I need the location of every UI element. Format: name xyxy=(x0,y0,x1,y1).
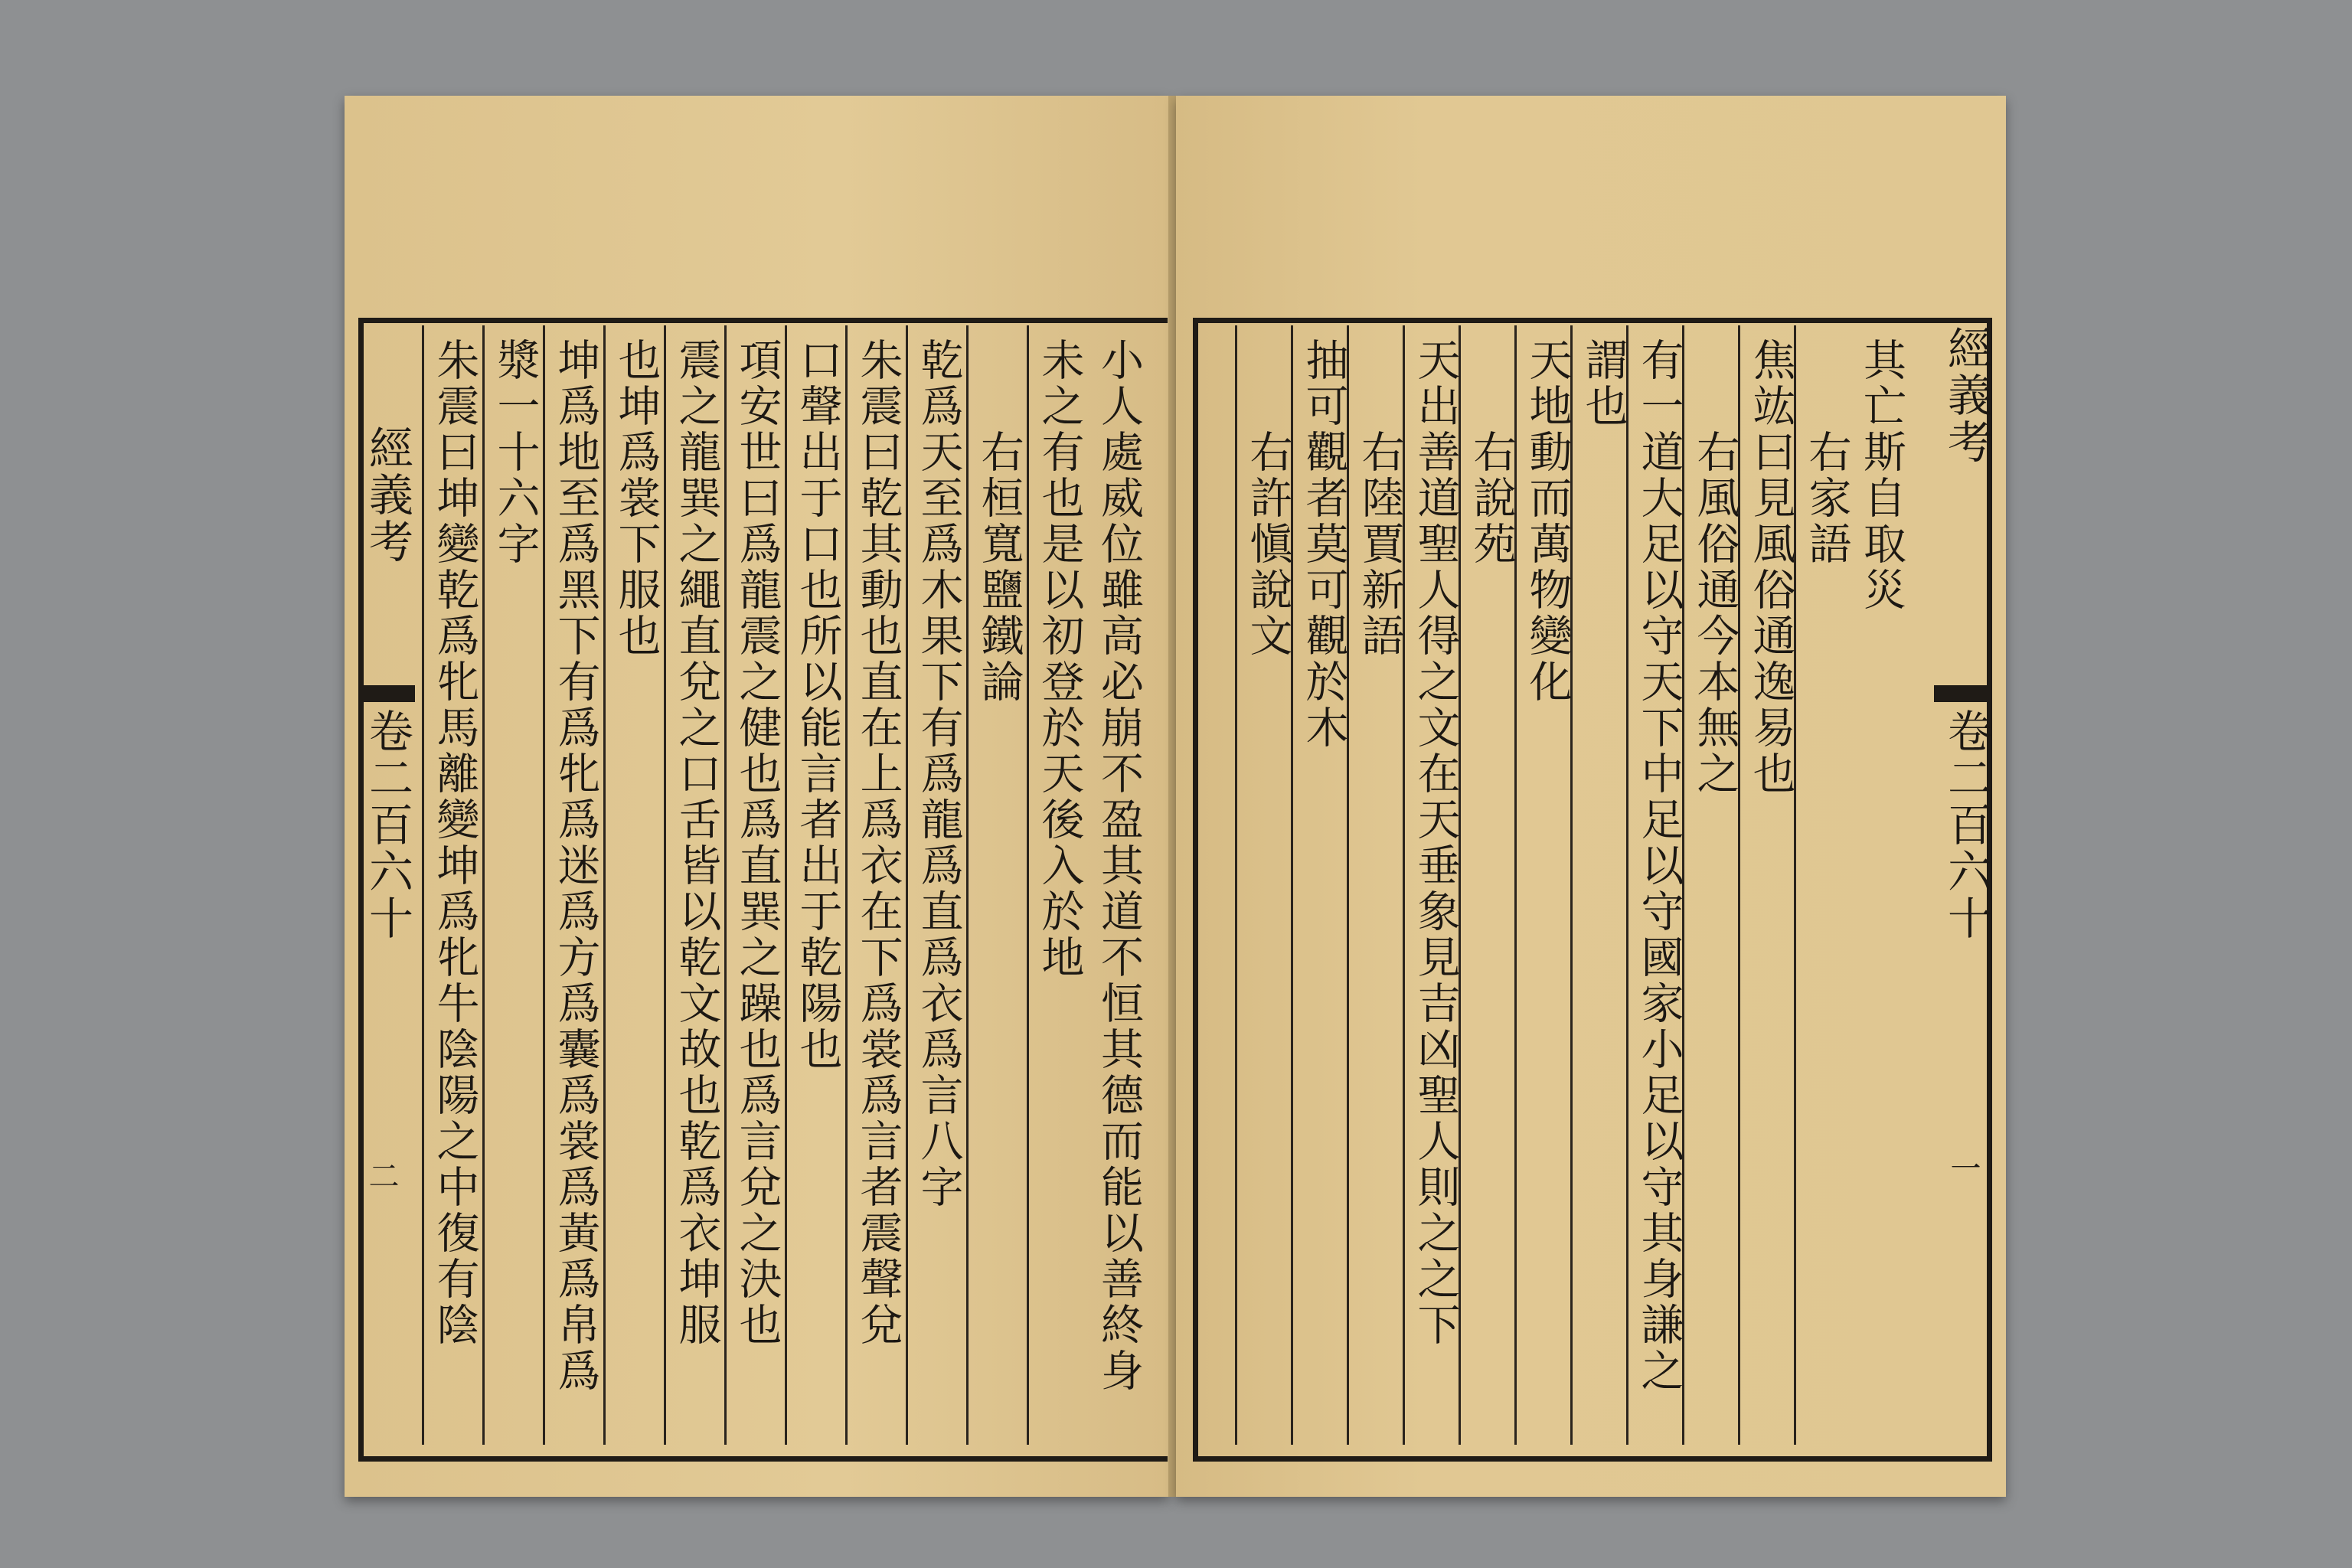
text-column xyxy=(1738,325,1801,1445)
text-column xyxy=(1570,325,1633,1445)
column-text: 右桓寬鹽鐵論 xyxy=(974,430,1024,705)
right-margin-folio: 一 xyxy=(1945,1152,1981,1185)
column-text: 右風俗通今本無之 xyxy=(1690,430,1740,797)
left-margin-folio: 二 xyxy=(364,1160,399,1193)
book-gutter xyxy=(1168,96,1176,1497)
column-text: 謂也 xyxy=(1578,338,1628,430)
text-column xyxy=(1682,325,1745,1445)
text-column xyxy=(422,325,485,1445)
left-margin-volume: 卷二百六十 xyxy=(361,708,413,942)
column-text: 右家語 xyxy=(1802,430,1852,567)
right-margin-volume: 卷二百六十 xyxy=(1940,708,1992,942)
open-book xyxy=(337,96,2006,1504)
column-text: 抽可觀者莫可觀於木 xyxy=(1298,338,1349,751)
text-column xyxy=(482,325,545,1445)
left-margin-title: 經義考 xyxy=(361,425,413,565)
column-text: 朱震曰坤變乾爲牝馬離變坤爲牝牛陰陽之中復有陰 xyxy=(430,338,480,1348)
text-column xyxy=(1027,325,1089,1445)
left-page xyxy=(345,96,1168,1497)
text-column xyxy=(1347,325,1410,1445)
text-column xyxy=(785,325,848,1445)
text-column xyxy=(724,325,787,1445)
text-column xyxy=(1850,325,1913,1445)
text-column xyxy=(664,325,727,1445)
text-column xyxy=(1514,325,1577,1445)
text-column xyxy=(1794,325,1857,1445)
right-page xyxy=(1176,96,2006,1497)
text-column xyxy=(845,325,908,1445)
column-text: 小人處威位雖高必崩不盈其道不恒其德而能以善終身 xyxy=(1094,338,1144,1394)
text-column xyxy=(1459,325,1521,1445)
fishtail-mark xyxy=(1934,685,1988,702)
column-text: 口聲出于口也所以能言者出于乾陽也 xyxy=(792,338,843,1073)
column-text: 也坤爲裳下服也 xyxy=(611,338,662,659)
column-text: 乾爲天至爲木果下有爲龍爲直爲衣爲言八字 xyxy=(913,338,964,1210)
column-text: 項安世曰爲龍震之健也爲直巽之躁也爲言兌之決也 xyxy=(732,338,782,1348)
text-column xyxy=(1626,325,1689,1445)
text-column xyxy=(1235,325,1298,1445)
text-column xyxy=(1403,325,1465,1445)
column-text: 右陸賈新語 xyxy=(1354,430,1405,659)
text-column xyxy=(603,325,666,1445)
right-margin-title: 經義考 xyxy=(1940,325,1992,466)
column-text: 漿一十六字 xyxy=(490,338,541,567)
column-text: 其亡斯自取災 xyxy=(1857,338,1906,613)
column-text: 右說苑 xyxy=(1466,430,1517,567)
fishtail-mark xyxy=(361,685,415,702)
column-text: 天地動而萬物變化 xyxy=(1522,338,1573,705)
text-column xyxy=(543,325,606,1445)
column-text: 朱震曰乾其動也直在上爲衣在下爲裳爲言者震聲兌 xyxy=(853,338,903,1348)
column-text: 焦竑曰見風俗通逸易也 xyxy=(1746,338,1796,797)
column-text: 震之龍巽之繩直兌之口舌皆以乾文故也乾爲衣坤服 xyxy=(671,338,722,1348)
text-column xyxy=(1087,325,1150,1445)
column-text: 未之有也是以初登於天後入於地 xyxy=(1034,338,1085,981)
column-text: 坤爲地至爲黑下有爲牝爲迷爲方爲囊爲裳爲黃爲帛爲 xyxy=(550,338,601,1394)
column-text: 右許愼說文 xyxy=(1243,430,1293,659)
text-column xyxy=(906,325,969,1445)
text-column xyxy=(966,325,1029,1445)
text-column xyxy=(1291,325,1354,1445)
column-text: 天出善道聖人得之文在天垂象見吉凶聖人則之之下 xyxy=(1410,338,1461,1348)
column-text: 有一道大足以守天下中足以守國家小足以守其身謙之 xyxy=(1634,338,1684,1394)
